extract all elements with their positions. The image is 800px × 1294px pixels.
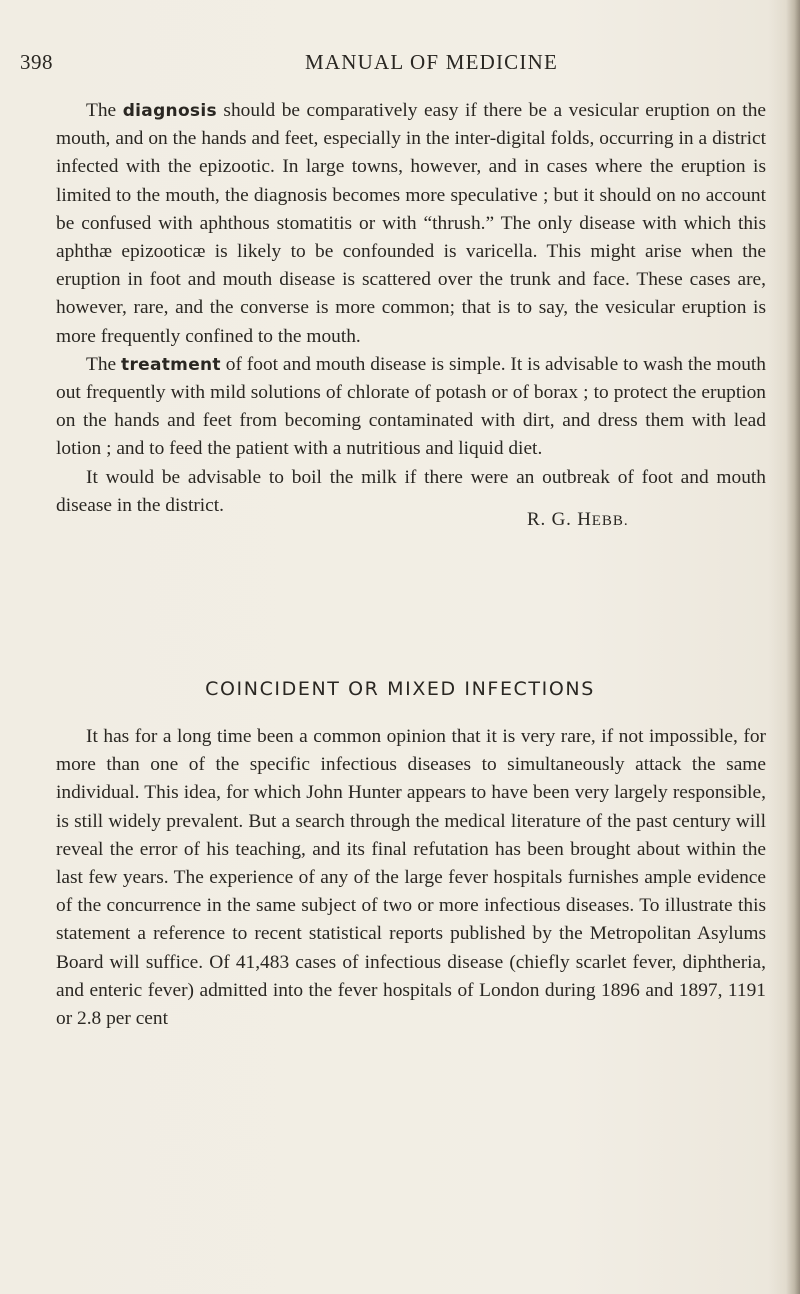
paragraph-diagnosis: The diagnosis should be comparatively easy if there be a vesicular eruption on the mouth, and on the hands and feet, especially in the inter-digital folds, occurring in a district infected with the epizootic. In large towns, however, and in cases where the eruption is limited to the mouth, the diagnosis becomes more speculative ; but it should on no account be confused with aphthous stomatitis or with “thrush.” The only disease with which this aphthæ epizooticæ is likely to be confounded is varicella. This might arise when the eruption in foot and mouth disease is scattered over the trunk and face. These cases are, however, rare, and the converse is more common; that is to say, the vesicular eruption is more frequently confined to the mouth. [56, 100, 767, 347]
section-mixed-infections-text [56, 723, 766, 1033]
section-foot-and-mouth-text [56, 97, 766, 520]
keyword-diagnosis: diagnosis [122, 101, 217, 121]
page-edge-shadow [786, 0, 800, 1294]
running-title: MANUAL OF MEDICINE [305, 50, 558, 74]
paragraph-mixed-infections: It has for a long time been a common opinion that it is very rare, if not impossible, for more than one of the specific infectious diseases to simultaneously attack the same individual. This idea, for which John Hunter appears to have been very largely responsible, is still widely prevalent. But a search through the medical literature of the past century will reveal the error of his teaching, and its final refutation has been brought about within the last few years. The experience of any of the large fever hospitals furnishes ample evidence of the concurrence in the same subject of two or more infectious diseases. To illustrate this statement a reference to recent statistical reports published by the Metropolitan Asylums Board will suffice. Of 41,483 cases of infectious disease (chiefly scarlet fever, diphtheria, and enteric fever) admitted into the fever hospitals of London during 1896 and 1897, 1191 or 2.8 per cent [56, 726, 766, 1030]
paragraph-milk: It would be advisable to boil the milk if there were an outbreak of foot and mouth disease in the district. [56, 466, 766, 516]
paragraph-treatment: The treatment of foot and mouth disease is simple. It is advisable to wash the mouth out frequently with mild solutions of chlorate of potash or of borax ; to protect the eruption on the hands and feet from becoming contaminated with dirt, and dress them with lead lotion ; and to feed the patient with a nutritious and liquid diet. [56, 353, 766, 460]
page-number: 398 [20, 50, 53, 74]
author-signature: R. G. HEBB. [527, 509, 629, 530]
keyword-treatment: treatment [121, 354, 221, 375]
section-heading: COINCIDENT OR MIXED INFECTIONS [205, 678, 595, 700]
running-head [20, 50, 780, 80]
